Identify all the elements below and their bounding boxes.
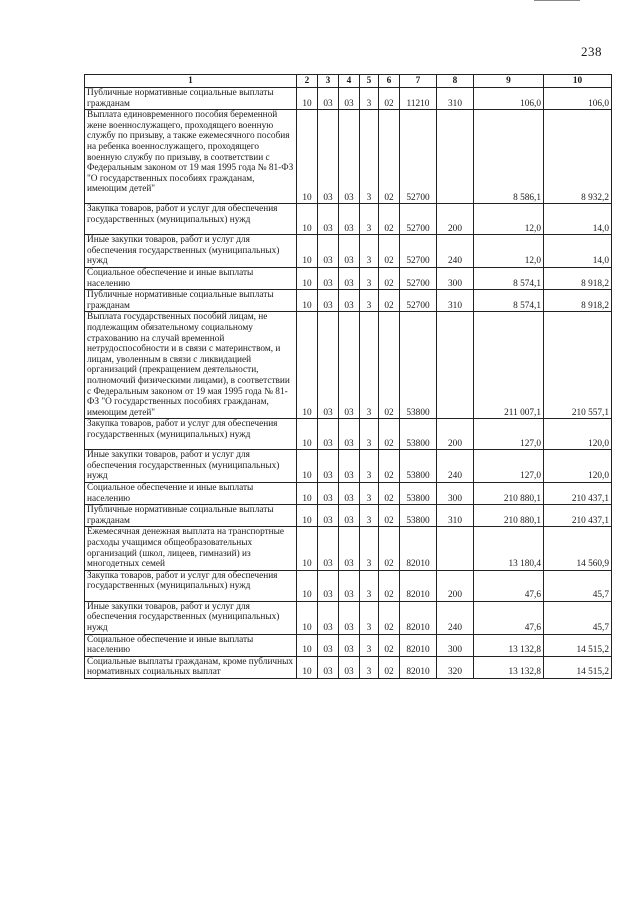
row-name: Иные закупки товаров, работ и услуг для обеспечения государственных (муниципальных) нужд <box>85 235 297 268</box>
code-subsection: 03 <box>318 235 339 268</box>
amount-year-1: 13 132,8 <box>474 634 544 656</box>
code-program: 03 <box>339 483 360 505</box>
header-cell: 10 <box>544 75 612 88</box>
code-program: 03 <box>339 450 360 483</box>
code-expense-type: 200 <box>437 419 474 450</box>
table-row <box>85 634 612 656</box>
code-subprogram: 3 <box>360 312 379 419</box>
code-program: 03 <box>339 110 360 204</box>
row-name: Публичные нормативные социальные выплаты гражданам <box>85 290 297 312</box>
code-section: 10 <box>297 267 318 289</box>
code-measure: 02 <box>379 110 400 204</box>
header-cell: 9 <box>474 75 544 88</box>
code-expense-type <box>437 110 474 204</box>
table-row <box>85 267 612 289</box>
table-row <box>85 110 612 204</box>
amount-year-2: 8 918,2 <box>544 267 612 289</box>
code-subprogram: 3 <box>360 235 379 268</box>
code-measure: 02 <box>379 601 400 634</box>
code-section: 10 <box>297 634 318 656</box>
code-subsection: 03 <box>318 601 339 634</box>
amount-year-2: 14,0 <box>544 235 612 268</box>
code-measure: 02 <box>379 204 400 235</box>
code-measure: 02 <box>379 88 400 110</box>
row-name: Выплата единовременного пособия беременной жене военнослужащего, проходящего военную службу по призыву, а также ежемесячного пособия на ребенка военнослужащего, проходящего военную службу по призыву, в соответствии с Федеральным законом от 19 мая 1995 года № 81-ФЗ "О государственных пособиях гражданам, имеющим детей" <box>85 110 297 204</box>
row-name: Социальное обеспечение и иные выплаты населению <box>85 634 297 656</box>
table-row <box>85 505 612 527</box>
code-measure: 02 <box>379 419 400 450</box>
code-direction: 82010 <box>400 601 437 634</box>
code-measure: 02 <box>379 634 400 656</box>
code-measure: 02 <box>379 267 400 289</box>
amount-year-1: 47,6 <box>474 570 544 601</box>
code-expense-type <box>437 312 474 419</box>
header-cell: 2 <box>297 75 318 88</box>
code-program: 03 <box>339 290 360 312</box>
code-subsection: 03 <box>318 634 339 656</box>
code-expense-type: 200 <box>437 204 474 235</box>
code-expense-type: 320 <box>437 656 474 678</box>
row-name: Иные закупки товаров, работ и услуг для обеспечения государственных (муниципальных) нужд <box>85 450 297 483</box>
table-row <box>85 204 612 235</box>
code-section: 10 <box>297 450 318 483</box>
amount-year-1: 210 880,1 <box>474 483 544 505</box>
code-section: 10 <box>297 110 318 204</box>
code-direction: 53800 <box>400 450 437 483</box>
code-subsection: 03 <box>318 110 339 204</box>
code-program: 03 <box>339 634 360 656</box>
code-measure: 02 <box>379 312 400 419</box>
code-subprogram: 3 <box>360 527 379 570</box>
code-program: 03 <box>339 312 360 419</box>
code-direction: 52700 <box>400 110 437 204</box>
amount-year-2: 14 515,2 <box>544 634 612 656</box>
row-name: Социальное обеспечение и иные выплаты населению <box>85 483 297 505</box>
row-name: Социальное обеспечение и иные выплаты населению <box>85 267 297 289</box>
table-row <box>85 450 612 483</box>
row-name: Иные закупки товаров, работ и услуг для обеспечения государственных (муниципальных) нужд <box>85 601 297 634</box>
code-section: 10 <box>297 601 318 634</box>
amount-year-1: 8 586,1 <box>474 110 544 204</box>
code-expense-type: 240 <box>437 450 474 483</box>
code-expense-type <box>437 527 474 570</box>
code-direction: 53800 <box>400 505 437 527</box>
amount-year-2: 210 437,1 <box>544 505 612 527</box>
table-row <box>85 290 612 312</box>
code-direction: 53800 <box>400 419 437 450</box>
code-subprogram: 3 <box>360 267 379 289</box>
amount-year-1: 211 007,1 <box>474 312 544 419</box>
amount-year-1: 12,0 <box>474 204 544 235</box>
amount-year-1: 8 574,1 <box>474 290 544 312</box>
code-subprogram: 3 <box>360 419 379 450</box>
code-direction: 52700 <box>400 290 437 312</box>
row-name: Социальные выплаты гражданам, кроме публичных нормативных социальных выплат <box>85 656 297 678</box>
code-subprogram: 3 <box>360 601 379 634</box>
code-expense-type: 300 <box>437 634 474 656</box>
code-direction: 82010 <box>400 634 437 656</box>
code-measure: 02 <box>379 505 400 527</box>
code-expense-type: 310 <box>437 88 474 110</box>
row-name: Закупка товаров, работ и услуг для обеспечения государственных (муниципальных) нужд <box>85 570 297 601</box>
code-direction: 53800 <box>400 483 437 505</box>
code-subsection: 03 <box>318 570 339 601</box>
amount-year-2: 120,0 <box>544 450 612 483</box>
code-subprogram: 3 <box>360 656 379 678</box>
amount-year-1: 47,6 <box>474 601 544 634</box>
header-cell: 4 <box>339 75 360 88</box>
code-measure: 02 <box>379 656 400 678</box>
header-cell: 8 <box>437 75 474 88</box>
code-subprogram: 3 <box>360 505 379 527</box>
code-subsection: 03 <box>318 656 339 678</box>
code-direction: 11210 <box>400 88 437 110</box>
code-subprogram: 3 <box>360 570 379 601</box>
code-direction: 53800 <box>400 312 437 419</box>
amount-year-1: 127,0 <box>474 450 544 483</box>
page-number: 238 <box>581 44 602 59</box>
code-program: 03 <box>339 88 360 110</box>
header-cell: 3 <box>318 75 339 88</box>
row-name: Выплата государственных пособий лицам, не подлежащим обязательному социальному страхованию на случай временной нетрудоспособности и в связи с материнством, и лицам, уволенным в связи с ликвидацией организаций (прекращением деятельности, полномочий физическими лицами), в соответствии с Федеральным законом от 19 мая 1995 года № 81-ФЗ "О государственных пособиях гражданам, имеющим детей" <box>85 312 297 419</box>
amount-year-1: 8 574,1 <box>474 267 544 289</box>
header-cell: 7 <box>400 75 437 88</box>
row-name: Закупка товаров, работ и услуг для обеспечения государственных (муниципальных) нужд <box>85 204 297 235</box>
amount-year-2: 45,7 <box>544 601 612 634</box>
code-subsection: 03 <box>318 88 339 110</box>
code-program: 03 <box>339 419 360 450</box>
code-section: 10 <box>297 656 318 678</box>
code-subprogram: 3 <box>360 88 379 110</box>
row-name: Ежемесячная денежная выплата на транспортные расходы учащимся общеобразовательных организаций (школ, лицеев, гимназий) из многодетных семей <box>85 527 297 570</box>
code-program: 03 <box>339 570 360 601</box>
row-name: Закупка товаров, работ и услуг для обеспечения государственных (муниципальных) нужд <box>85 419 297 450</box>
code-subsection: 03 <box>318 527 339 570</box>
code-measure: 02 <box>379 527 400 570</box>
header-row <box>85 75 612 88</box>
scan-edge-mark <box>534 0 580 7</box>
header-cell: 6 <box>379 75 400 88</box>
code-expense-type: 310 <box>437 505 474 527</box>
table-row <box>85 601 612 634</box>
row-name: Публичные нормативные социальные выплаты гражданам <box>85 88 297 110</box>
table-row <box>85 656 612 678</box>
code-subsection: 03 <box>318 204 339 235</box>
header-cell: 1 <box>85 75 297 88</box>
budget-table <box>84 74 612 679</box>
code-section: 10 <box>297 527 318 570</box>
amount-year-2: 8 918,2 <box>544 290 612 312</box>
amount-year-1: 12,0 <box>474 235 544 268</box>
code-program: 03 <box>339 601 360 634</box>
code-program: 03 <box>339 267 360 289</box>
code-measure: 02 <box>379 483 400 505</box>
amount-year-2: 210 557,1 <box>544 312 612 419</box>
table-row <box>85 527 612 570</box>
code-expense-type: 310 <box>437 290 474 312</box>
amount-year-2: 45,7 <box>544 570 612 601</box>
code-expense-type: 300 <box>437 483 474 505</box>
code-subsection: 03 <box>318 312 339 419</box>
code-direction: 52700 <box>400 235 437 268</box>
amount-year-1: 106,0 <box>474 88 544 110</box>
code-subprogram: 3 <box>360 290 379 312</box>
amount-year-2: 8 932,2 <box>544 110 612 204</box>
code-measure: 02 <box>379 450 400 483</box>
table-row <box>85 483 612 505</box>
code-program: 03 <box>339 505 360 527</box>
code-program: 03 <box>339 656 360 678</box>
code-subsection: 03 <box>318 290 339 312</box>
amount-year-2: 14 560,9 <box>544 527 612 570</box>
code-section: 10 <box>297 88 318 110</box>
code-subsection: 03 <box>318 267 339 289</box>
amount-year-2: 106,0 <box>544 88 612 110</box>
table-row <box>85 312 612 419</box>
code-section: 10 <box>297 505 318 527</box>
code-section: 10 <box>297 235 318 268</box>
code-section: 10 <box>297 290 318 312</box>
amount-year-1: 210 880,1 <box>474 505 544 527</box>
code-subprogram: 3 <box>360 450 379 483</box>
code-section: 10 <box>297 204 318 235</box>
code-subsection: 03 <box>318 419 339 450</box>
code-section: 10 <box>297 312 318 419</box>
code-expense-type: 240 <box>437 235 474 268</box>
code-direction: 82010 <box>400 527 437 570</box>
amount-year-2: 120,0 <box>544 419 612 450</box>
table-row <box>85 235 612 268</box>
code-program: 03 <box>339 235 360 268</box>
table-row <box>85 419 612 450</box>
code-section: 10 <box>297 570 318 601</box>
code-direction: 52700 <box>400 267 437 289</box>
row-name: Публичные нормативные социальные выплаты гражданам <box>85 505 297 527</box>
code-subsection: 03 <box>318 483 339 505</box>
header-cell: 5 <box>360 75 379 88</box>
table-row <box>85 88 612 110</box>
code-subsection: 03 <box>318 505 339 527</box>
code-section: 10 <box>297 419 318 450</box>
code-expense-type: 240 <box>437 601 474 634</box>
code-direction: 82010 <box>400 570 437 601</box>
amount-year-2: 210 437,1 <box>544 483 612 505</box>
amount-year-2: 14 515,2 <box>544 656 612 678</box>
code-expense-type: 200 <box>437 570 474 601</box>
code-subsection: 03 <box>318 450 339 483</box>
amount-year-2: 14,0 <box>544 204 612 235</box>
amount-year-1: 127,0 <box>474 419 544 450</box>
code-program: 03 <box>339 527 360 570</box>
code-subprogram: 3 <box>360 110 379 204</box>
code-direction: 82010 <box>400 656 437 678</box>
code-measure: 02 <box>379 235 400 268</box>
code-expense-type: 300 <box>437 267 474 289</box>
code-section: 10 <box>297 483 318 505</box>
code-measure: 02 <box>379 570 400 601</box>
code-subprogram: 3 <box>360 634 379 656</box>
code-subprogram: 3 <box>360 204 379 235</box>
table-row <box>85 570 612 601</box>
code-measure: 02 <box>379 290 400 312</box>
amount-year-1: 13 180,4 <box>474 527 544 570</box>
amount-year-1: 13 132,8 <box>474 656 544 678</box>
code-subprogram: 3 <box>360 483 379 505</box>
code-direction: 52700 <box>400 204 437 235</box>
code-program: 03 <box>339 204 360 235</box>
